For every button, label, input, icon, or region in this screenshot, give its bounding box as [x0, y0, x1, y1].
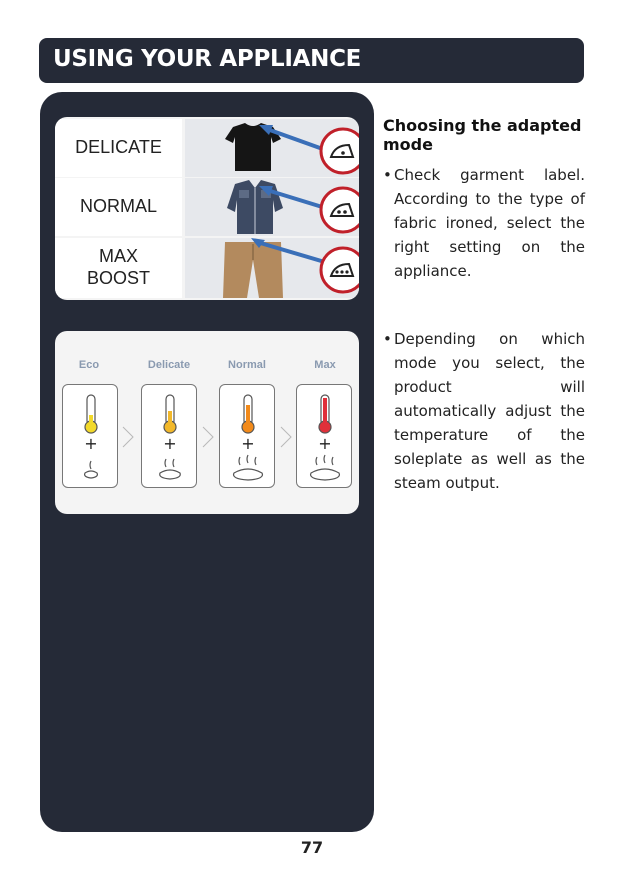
mode-tile-max [296, 384, 352, 488]
fabric-image-cell [185, 178, 359, 236]
chevron-right-icon [201, 425, 215, 449]
bullet-text: Check garment label. According to the type of fabric ironed, select the right setting on the appliance. [394, 166, 585, 280]
fabric-row-normal [55, 178, 359, 236]
fabric-label-line: NORMAL [79, 196, 157, 217]
care-label-normal-icon [321, 188, 359, 232]
bullet-dot: • [383, 330, 392, 348]
section-title: USING YOUR APPLIANCE [53, 46, 362, 72]
bullet-item [383, 327, 585, 495]
thermometer-icon [242, 395, 254, 433]
mode-label-max: Max [314, 359, 336, 371]
plus-icon: + [241, 434, 255, 453]
fabric-row-max-boost [55, 238, 359, 298]
fabric-label-line: MAX [98, 246, 138, 267]
thermometer-icon [85, 395, 97, 433]
fabric-settings-card [55, 117, 359, 300]
bullet-dot: • [383, 166, 392, 184]
mode-tile-normal [219, 384, 275, 488]
fabric-label [55, 178, 182, 236]
care-label-max-icon [321, 248, 359, 292]
care-label-delicate-icon [321, 129, 359, 173]
thermometer-icon [164, 395, 176, 433]
section-header-bar [39, 38, 584, 83]
chevron-right-icon [121, 425, 135, 449]
mode-tile-delicate [141, 384, 197, 488]
fabric-label-line: DELICATE [75, 137, 162, 158]
plus-icon: + [84, 434, 98, 453]
plus-icon: + [318, 434, 332, 453]
mode-selection-card [55, 331, 359, 514]
trousers-icon [223, 242, 283, 298]
fabric-label-line: BOOST [86, 268, 150, 288]
fabric-image-cell [185, 238, 359, 298]
fabric-image-cell [185, 119, 359, 177]
mode-label-normal: Normal [228, 359, 266, 371]
mode-label-eco: Eco [78, 359, 100, 371]
bullet-item [383, 163, 585, 283]
chevron-right-icon [279, 425, 293, 449]
steam-medium-icon [160, 459, 181, 479]
fabric-row-delicate [55, 119, 359, 177]
page-number: 77 [300, 838, 324, 857]
steam-high-icon [234, 455, 263, 480]
steam-low-icon [85, 461, 98, 478]
shirt-icon [227, 180, 283, 234]
section-heading: Choosing the adapted mode [383, 116, 582, 154]
thermometer-icon [319, 395, 331, 433]
fabric-label [55, 119, 182, 177]
plus-icon: + [163, 434, 177, 453]
bullet-text: Depending on which mode you select, the product will automatically adjust the temperature of the soleplate as well as the steam output. [394, 330, 585, 492]
mode-label-delicate: Delicate [147, 359, 191, 371]
mode-tile-eco [62, 384, 118, 488]
fabric-label [55, 238, 182, 298]
steam-high-icon [311, 455, 340, 480]
